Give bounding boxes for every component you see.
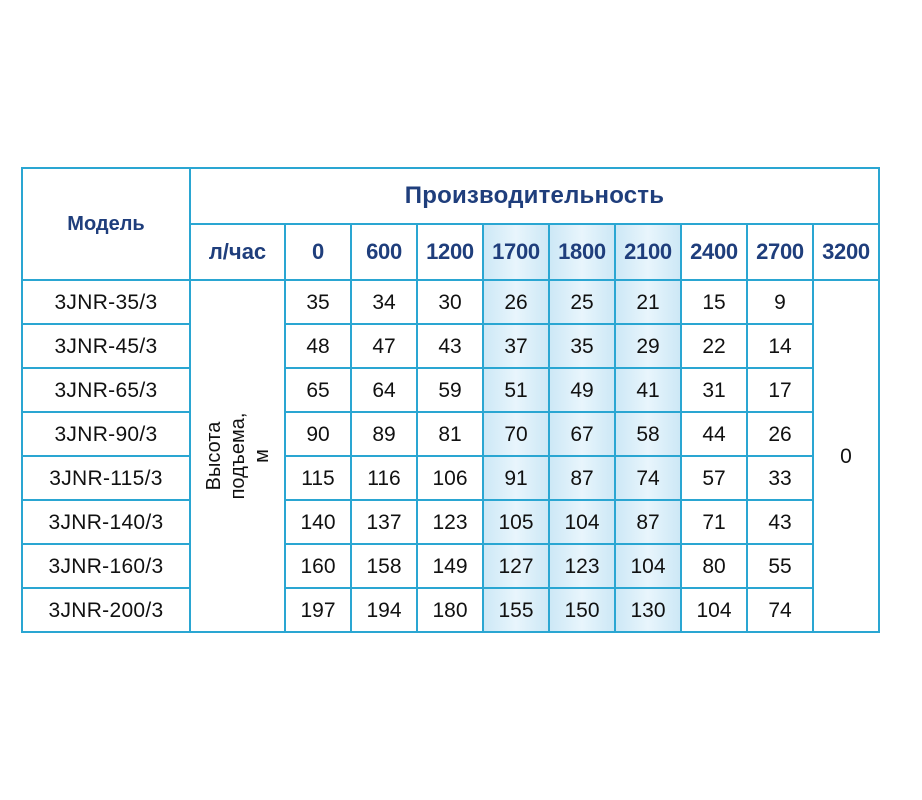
flow-header: 2700	[747, 224, 813, 280]
table-cell: 91	[483, 456, 549, 500]
table-cell: 106	[417, 456, 483, 500]
table-row	[22, 368, 879, 412]
table-cell: 197	[285, 588, 351, 632]
table-row	[22, 324, 879, 368]
model-column-header: Модель	[22, 168, 190, 280]
table-cell: 80	[681, 544, 747, 588]
head-height-label-line1: Высота	[202, 421, 225, 491]
table-cell: 26	[747, 412, 813, 456]
table-cell: 21	[615, 280, 681, 324]
flow-header: 600	[351, 224, 417, 280]
table-cell: 58	[615, 412, 681, 456]
table-cell: 49	[549, 368, 615, 412]
table-cell: 44	[681, 412, 747, 456]
table-cell: 64	[351, 368, 417, 412]
table-cell: 104	[615, 544, 681, 588]
table-cell: 14	[747, 324, 813, 368]
table-cell: 70	[483, 412, 549, 456]
model-name: 3JNR-200/3	[22, 588, 190, 632]
table-cell: 57	[681, 456, 747, 500]
table-cell: 149	[417, 544, 483, 588]
table-cell: 31	[681, 368, 747, 412]
flow-header: 0	[285, 224, 351, 280]
table-cell: 158	[351, 544, 417, 588]
table-row	[22, 280, 879, 324]
table-cell: 115	[285, 456, 351, 500]
flow-header: 2400	[681, 224, 747, 280]
table-cell: 41	[615, 368, 681, 412]
table-cell: 43	[747, 500, 813, 544]
table-cell: 65	[285, 368, 351, 412]
table-cell: 37	[483, 324, 549, 368]
table-cell: 160	[285, 544, 351, 588]
table-cell: 67	[549, 412, 615, 456]
performance-table	[21, 167, 880, 633]
flow-header: 1700	[483, 224, 549, 280]
unit-header: л/час	[190, 224, 285, 280]
table-cell: 130	[615, 588, 681, 632]
table-cell: 22	[681, 324, 747, 368]
table-cell: 137	[351, 500, 417, 544]
model-name: 3JNR-45/3	[22, 324, 190, 368]
zero-flow-cell: 0	[813, 280, 879, 632]
table-row	[22, 412, 879, 456]
model-name: 3JNR-35/3	[22, 280, 190, 324]
model-name: 3JNR-65/3	[22, 368, 190, 412]
table-cell: 30	[417, 280, 483, 324]
table-row	[22, 588, 879, 632]
table-cell: 194	[351, 588, 417, 632]
table-cell: 17	[747, 368, 813, 412]
table-cell: 90	[285, 412, 351, 456]
table-cell: 105	[483, 500, 549, 544]
table-cell: 9	[747, 280, 813, 324]
table-cell: 55	[747, 544, 813, 588]
table-cell: 123	[549, 544, 615, 588]
table-cell: 34	[351, 280, 417, 324]
table-cell: 155	[483, 588, 549, 632]
flow-header: 2100	[615, 224, 681, 280]
model-name: 3JNR-115/3	[22, 456, 190, 500]
table-cell: 87	[615, 500, 681, 544]
table-cell: 43	[417, 324, 483, 368]
table-cell: 150	[549, 588, 615, 632]
table-row	[22, 456, 879, 500]
table-cell: 74	[747, 588, 813, 632]
table-cell: 127	[483, 544, 549, 588]
table-cell: 81	[417, 412, 483, 456]
capacity-header: Производительность	[190, 168, 879, 224]
table-cell: 25	[549, 280, 615, 324]
flow-header: 1800	[549, 224, 615, 280]
table-cell: 123	[417, 500, 483, 544]
table-cell: 71	[681, 500, 747, 544]
table-cell: 140	[285, 500, 351, 544]
head-height-label	[190, 280, 285, 632]
head-height-label-line2: подъема, м	[226, 412, 273, 500]
table-cell: 48	[285, 324, 351, 368]
table-cell: 26	[483, 280, 549, 324]
table-row	[22, 500, 879, 544]
table-cell: 15	[681, 280, 747, 324]
table-cell: 116	[351, 456, 417, 500]
table-cell: 89	[351, 412, 417, 456]
table-cell: 74	[615, 456, 681, 500]
table-cell: 35	[285, 280, 351, 324]
model-name: 3JNR-160/3	[22, 544, 190, 588]
model-name: 3JNR-90/3	[22, 412, 190, 456]
table-row	[22, 544, 879, 588]
table-cell: 29	[615, 324, 681, 368]
table-cell: 59	[417, 368, 483, 412]
model-name: 3JNR-140/3	[22, 500, 190, 544]
flow-header: 3200	[813, 224, 879, 280]
table-cell: 51	[483, 368, 549, 412]
table-cell: 35	[549, 324, 615, 368]
table-cell: 87	[549, 456, 615, 500]
table-cell: 104	[681, 588, 747, 632]
flow-header: 1200	[417, 224, 483, 280]
table-cell: 47	[351, 324, 417, 368]
table-cell: 33	[747, 456, 813, 500]
table-cell: 180	[417, 588, 483, 632]
header-row-capacity	[22, 168, 879, 224]
table-cell: 104	[549, 500, 615, 544]
